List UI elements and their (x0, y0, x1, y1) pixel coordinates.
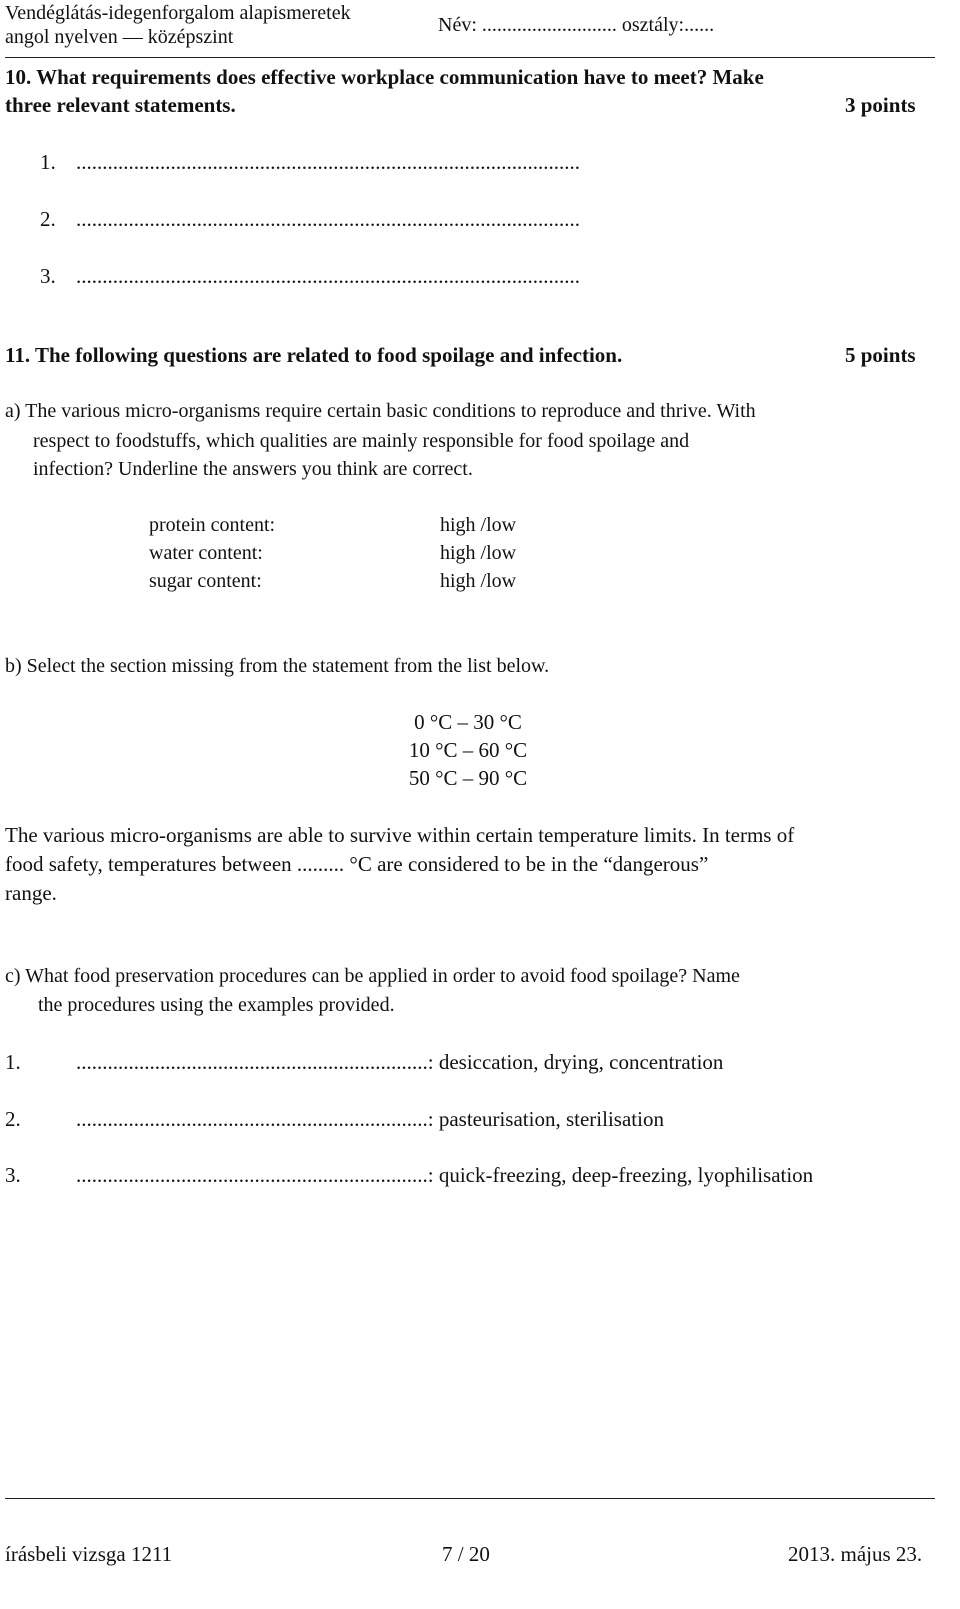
q11a-line3: infection? Underline the answers you think are correct. (33, 458, 473, 480)
q10-title-line2: three relevant statements. (5, 93, 236, 117)
header-level: angol nyelven — középszint (5, 26, 234, 48)
q11c-item-1-num: 1. (5, 1050, 21, 1074)
q11c-item-3-num: 3. (5, 1163, 21, 1187)
q10-answer-1-num: 1. (40, 150, 56, 174)
header-name-field: Név: ........................... osztály:...... (438, 14, 715, 36)
q11a-row-water-value[interactable]: high /low (440, 542, 517, 564)
q11a-row-protein-label: protein content: (149, 514, 276, 536)
q11b-option-2[interactable]: 10 °C – 60 °C (408, 738, 528, 762)
footer-page-number: 7 / 20 (442, 1542, 490, 1566)
q11b-intro: b) Select the section missing from the statement from the list below. (5, 655, 550, 677)
q11c-item-2[interactable]: ...................................................................: pasteurisation, sterilisation (76, 1107, 664, 1131)
q11c-line1: c) What food preservation procedures can be applied in order to avoid food spoilage? Name (5, 965, 740, 987)
q11a-row-water-label: water content: (149, 542, 263, 564)
footer-divider (5, 1498, 935, 1499)
q11a-row-sugar-value[interactable]: high /low (440, 570, 517, 592)
footer-date: 2013. május 23. (788, 1542, 923, 1566)
header-subject: Vendéglátás-idegenforgalom alapismeretek (5, 2, 351, 24)
q11c-line2: the procedures using the examples provided. (38, 994, 395, 1016)
q10-answer-1-line[interactable]: ................................................................................................ (76, 150, 580, 174)
q11b-option-3[interactable]: 50 °C – 90 °C (408, 766, 528, 790)
q10-answer-2-line[interactable]: ................................................................................................ (76, 207, 580, 231)
q11b-statement-line2: food safety, temperatures between ......... °C are considered to be in the “dangerous” (5, 852, 709, 876)
q11a-row-sugar-label: sugar content: (149, 570, 262, 592)
header-divider (5, 57, 935, 58)
q11b-option-1[interactable]: 0 °C – 30 °C (414, 710, 522, 734)
q11b-statement-line3: range. (5, 881, 57, 905)
q11-points: 5 points (845, 343, 916, 367)
footer-exam-code: írásbeli vizsga 1211 (5, 1542, 173, 1566)
q11-title: 11. The following questions are related to food spoilage and infection. (5, 343, 623, 367)
q11c-item-3[interactable]: ...................................................................: quick-freezing, deep-freezing, lyophilisation (76, 1163, 814, 1187)
q10-title-line1: 10. What requirements does effective workplace communication have to meet? Make (5, 65, 764, 89)
q11a-row-protein-value[interactable]: high /low (440, 514, 517, 536)
q10-answer-3-line[interactable]: ................................................................................................ (76, 264, 580, 288)
q11c-item-1[interactable]: ...................................................................: desiccation, drying, concentration (76, 1050, 724, 1074)
q11c-item-2-num: 2. (5, 1107, 21, 1131)
q10-points: 3 points (845, 93, 916, 117)
q11a-line1: a) The various micro-organisms require certain basic conditions to reproduce and thrive. With (5, 400, 756, 422)
q10-answer-2-num: 2. (40, 207, 56, 231)
q11a-line2: respect to foodstuffs, which qualities are mainly responsible for food spoilage and (33, 430, 690, 452)
q10-answer-3-num: 3. (40, 264, 56, 288)
q11b-statement-line1: The various micro-organisms are able to survive within certain temperature limits. In terms of (5, 823, 795, 847)
